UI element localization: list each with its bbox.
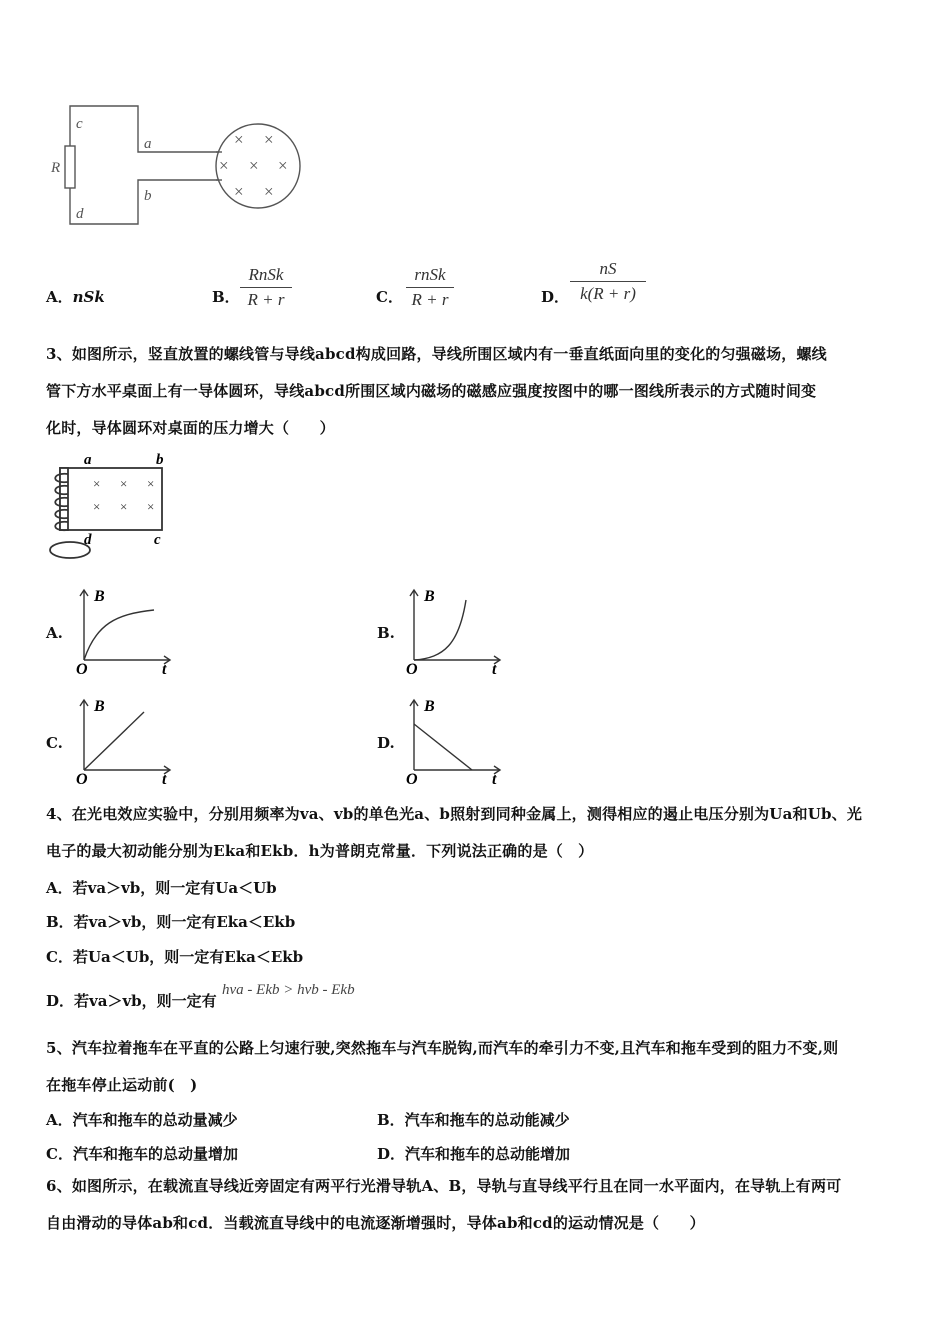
graph-b: [404, 584, 514, 676]
option-letter: A．: [46, 288, 73, 306]
cross-mark: ×: [249, 156, 259, 175]
q5-option-a[interactable]: A．汽车和拖车的总动量减少: [46, 1111, 238, 1129]
q4-option-a[interactable]: A．若va＞vb，则一定有Ua＜Ub: [46, 879, 277, 897]
numerator: RnSk: [248, 265, 284, 284]
q4-option-c[interactable]: C．若Ua＜Ub，则一定有Eka＜Ekb: [46, 948, 304, 966]
axis-t: t: [162, 661, 167, 676]
numerator: rnSk: [414, 265, 446, 284]
question-6-line: 自由滑动的导体ab和cd．当载流直导线中的电流逐渐增强时，导体ab和cd的运动情况是（ ）: [46, 1214, 705, 1232]
q5-option-c[interactable]: C．汽车和拖车的总动量增加: [46, 1145, 238, 1163]
axis-b: B: [94, 698, 105, 715]
q2-option-b[interactable]: [212, 286, 240, 307]
axis-b: B: [424, 588, 435, 605]
question-6-line: 6、如图所示，在载流直导线近旁固定有两平行光滑导轨A、B，导轨与直导线平行且在同一水平面内，在导轨上有两可: [46, 1177, 842, 1195]
option-letter: C．: [376, 288, 403, 306]
axis-o: O: [76, 771, 88, 786]
graph-a: [74, 584, 184, 676]
cross-mark: ×: [120, 499, 128, 514]
option-letter: B．: [212, 288, 240, 306]
option-letter: C.: [46, 734, 63, 752]
solenoid-figure: [44, 450, 174, 568]
graph-d: [404, 694, 514, 786]
q4-option-b[interactable]: B．若va＞vb，则一定有Eka＜Ekb: [46, 913, 296, 931]
cross-mark: ×: [120, 476, 128, 491]
q3-option-b[interactable]: [377, 624, 395, 642]
question-5: [46, 1030, 908, 1104]
q2-option-c[interactable]: [376, 286, 403, 307]
q2-option-d-fraction: [570, 259, 646, 304]
q3-option-d[interactable]: [377, 734, 395, 752]
axis-o: O: [76, 661, 88, 676]
label-a: a: [144, 136, 152, 152]
option-letter: D.: [377, 734, 395, 752]
q2-option-b-fraction: [240, 265, 292, 310]
axis-o: O: [406, 771, 418, 786]
circuit-figure: [46, 100, 316, 235]
q3-option-a[interactable]: [46, 624, 63, 642]
label-d: d: [84, 532, 92, 548]
axis-t: t: [492, 771, 497, 786]
q3-option-c[interactable]: [46, 734, 63, 752]
question-4-line: 4、在光电效应实验中，分别用频率为va、vb的单色光a、b照射到同种金属上，测得相应的遏止电压分别为Ua和Ub、光: [46, 805, 863, 823]
cross-mark: ×: [147, 499, 155, 514]
label-c: c: [154, 532, 161, 548]
question-5-line: 在拖车停止运动前( ): [46, 1076, 198, 1094]
cross-mark: ×: [147, 476, 155, 491]
cross-mark: ×: [234, 130, 244, 149]
option-text: nSk: [72, 288, 105, 306]
cross-mark: ×: [278, 156, 288, 175]
label-d: d: [76, 206, 84, 222]
question-5-line: 5、汽车拉着拖车在平直的公路上匀速行驶,突然拖车与汽车脱钩,而汽车的牵引力不变,且汽车和拖车受到的阻力不变,则: [46, 1039, 839, 1057]
denominator: R + r: [247, 290, 285, 309]
q2-option-a[interactable]: [46, 286, 105, 307]
label-c: c: [76, 116, 83, 132]
cross-mark: ×: [264, 130, 274, 149]
denominator: R + r: [411, 290, 449, 309]
q5-option-d[interactable]: D．汽车和拖车的总动能增加: [377, 1145, 571, 1163]
q5-option-b[interactable]: B．汽车和拖车的总动能减少: [377, 1111, 570, 1129]
axis-o: O: [406, 661, 418, 676]
cross-mark: ×: [219, 156, 229, 175]
label-a: a: [84, 452, 92, 468]
q2-option-d[interactable]: [541, 286, 569, 307]
axis-b: B: [94, 588, 105, 605]
denominator: k(R + r): [580, 284, 636, 303]
axis-t: t: [162, 771, 167, 786]
q4-option-d-formula: hva - Ekb > hvb - Ekb: [222, 982, 355, 998]
option-text: D．若va＞vb，则一定有: [46, 992, 217, 1010]
option-letter: D．: [541, 288, 570, 306]
question-6: [46, 1168, 908, 1242]
question-3-line: 3、如图所示，竖直放置的螺线管与导线abcd构成回路，导线所围区域内有一垂直纸面向里的变化的匀强磁场，螺线: [46, 345, 827, 363]
label-b: b: [144, 188, 152, 204]
option-letter: A.: [46, 624, 63, 642]
cross-mark: ×: [264, 182, 274, 201]
cross-mark: ×: [93, 499, 101, 514]
question-3: [46, 336, 908, 447]
question-3-line: 化时，导体圆环对桌面的压力增大（ ）: [46, 419, 335, 437]
axis-t: t: [492, 661, 497, 676]
graph-c: [74, 694, 184, 786]
numerator: nS: [599, 259, 617, 278]
question-3-line: 管下方水平桌面上有一导体圆环，导线abcd所围区域内磁场的磁感应强度按图中的哪一图线所表示的方式随时间变: [46, 382, 817, 400]
label-b: b: [156, 452, 164, 468]
label-R: R: [51, 160, 61, 176]
question-4-line: 电子的最大初动能分别为Eka和Ekb．h为普朗克常量．下列说法正确的是（ ）: [46, 842, 594, 860]
option-letter: B.: [377, 624, 395, 642]
cross-mark: ×: [234, 182, 244, 201]
question-4: [46, 796, 908, 870]
axis-b: B: [424, 698, 435, 715]
q4-option-d[interactable]: [46, 990, 217, 1011]
cross-mark: ×: [93, 476, 101, 491]
q2-option-c-fraction: [406, 265, 454, 310]
